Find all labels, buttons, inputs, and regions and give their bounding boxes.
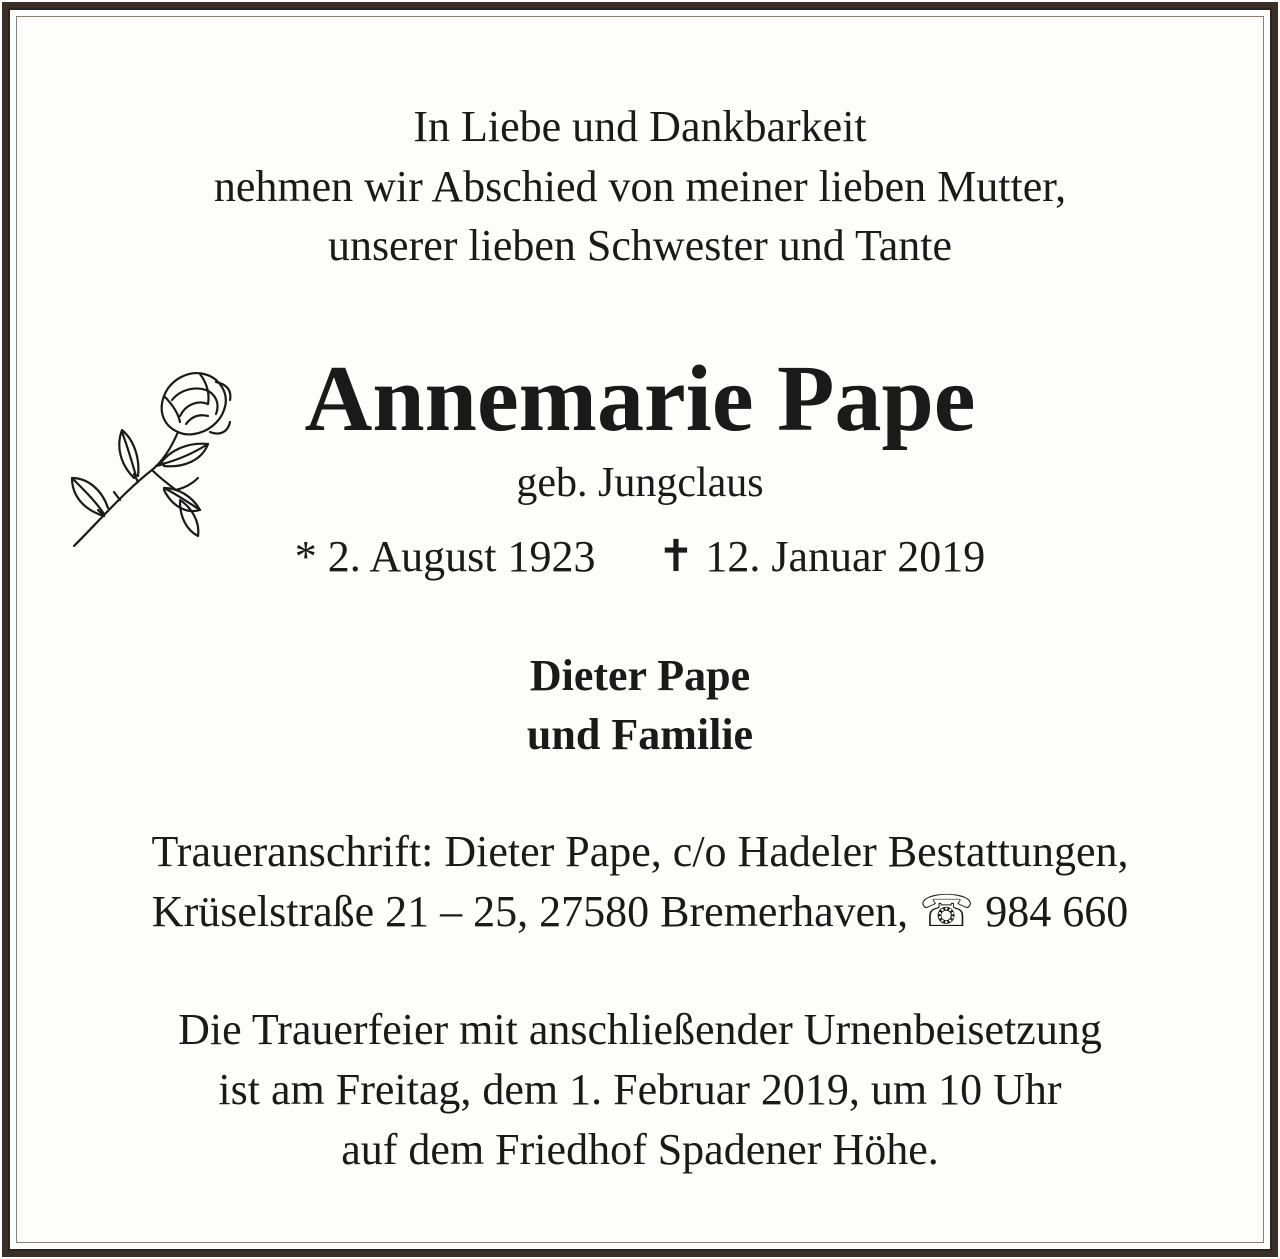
- family-line-2: und Familie: [526, 710, 754, 759]
- ceremony-line-2: ist am Freitag, dem 1. Februar 2019, um 10 Uhr: [218, 1065, 1062, 1114]
- intro-line-2: nehmen wir Abschied von meiner lieben Mutter,: [213, 162, 1067, 211]
- family-line-1: Dieter Pape: [529, 651, 751, 700]
- birth-symbol: *: [294, 532, 317, 581]
- intro-line-3: unserer lieben Schwester und Tante: [327, 221, 953, 270]
- birth-name: geb. Jungclaus: [516, 460, 764, 506]
- address-line-2: [0, 887, 1280, 936]
- phone-icon: ☏: [919, 887, 975, 936]
- death-date: 12. Januar 2019: [705, 532, 986, 581]
- address-line-1: Traueranschrift: Dieter Pape, c/o Hadeler Bestattungen,: [151, 827, 1129, 876]
- ceremony-line-1: Die Trauerfeier mit anschließender Urnenbeisetzung: [178, 1005, 1102, 1054]
- phone-number: 984 660: [985, 887, 1129, 936]
- address-street-city: Krüselstraße 21 – 25, 27580 Bremerhaven,: [151, 887, 909, 936]
- life-dates: [0, 532, 1280, 581]
- intro-line-1: In Liebe und Dankbarkeit: [413, 102, 867, 151]
- birth-date: 2. August 1923: [327, 532, 596, 581]
- ceremony-line-3: auf dem Friedhof Spadener Höhe.: [341, 1125, 939, 1174]
- cross-icon: ✝: [657, 532, 695, 581]
- deceased-name: Annemarie Pape: [304, 347, 976, 451]
